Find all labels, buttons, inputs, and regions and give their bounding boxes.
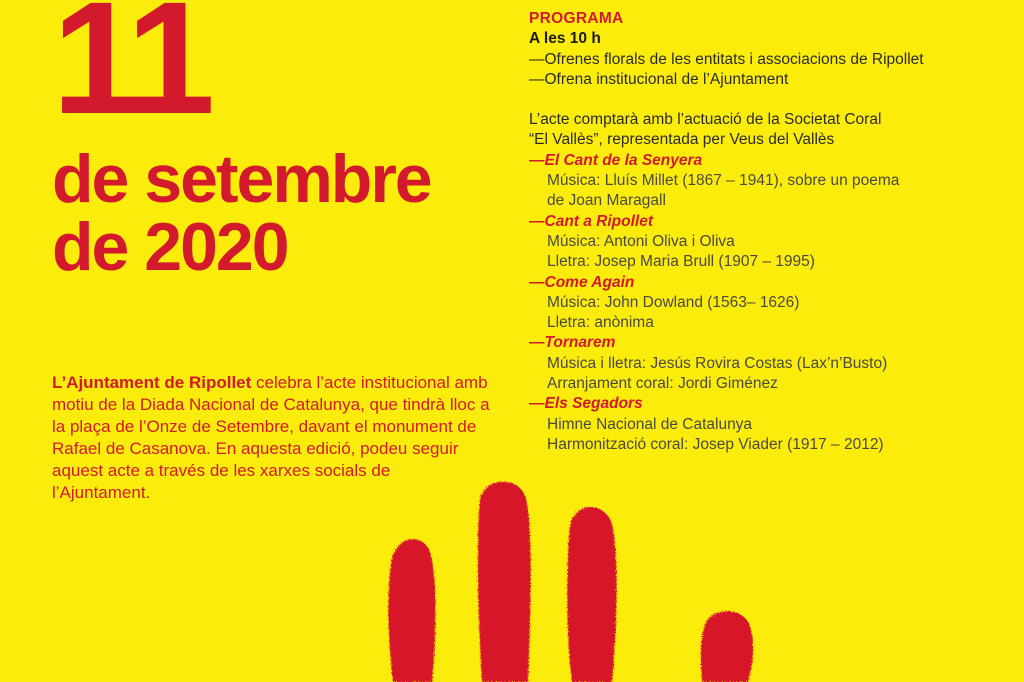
organizer-name: L’Ajuntament de Ripollet <box>52 373 252 392</box>
intro-paragraph <box>52 372 492 504</box>
song-detail: Lletra: Josep Maria Brull (1907 – 1995) <box>547 253 815 271</box>
song-detail: Himne Nacional de Catalunya <box>547 415 753 433</box>
song-title: —Cant a Ripollet <box>529 212 654 230</box>
song-detail: Música i lletra: Jesús Rovira Costas (Lax’n’Busto) <box>547 354 888 372</box>
finger-stroke <box>567 507 616 682</box>
program-heading: PROGRAMA <box>529 10 624 27</box>
finger-stroke <box>478 482 531 682</box>
song-title: —Tornarem <box>529 334 616 352</box>
choir-intro-line: “El Vallès”, representada per Veus del Vallès <box>529 131 835 149</box>
event-year: de 2020 <box>52 209 288 285</box>
finger-stroke <box>388 539 435 682</box>
finger-stroke <box>701 611 753 682</box>
song-detail: Música: John Dowland (1563– 1626) <box>547 293 800 311</box>
song-title: —El Cant de la Senyera <box>529 151 703 169</box>
program-item: —Ofrena institucional de l’Ajuntament <box>529 70 789 88</box>
song-detail: Arranjament coral: Jordi Giménez <box>547 375 778 393</box>
program-section <box>529 9 1009 455</box>
song-detail: Música: Lluís Millet (1867 – 1941), sobre un poema <box>547 172 900 190</box>
intro-text: celebra l’acte institucional amb motiu de la Diada Nacional de Catalunya, que tindrà lloc a la plaça de l’Onze de Setembre, davant el monument de Rafael de Casanova. En aquesta edició, podeu seguir aquest acte a través de les xarxes socials de l’Ajuntament. <box>52 373 490 502</box>
song-title: —Els Segadors <box>529 395 643 413</box>
song-detail: Música: Antoni Oliva i Oliva <box>547 232 735 250</box>
song-detail: Lletra: anònima <box>547 314 654 332</box>
program-item: —Ofrenes florals de les entitats i associacions de Ripollet <box>529 50 924 68</box>
program-time: A les 10 h <box>529 30 601 48</box>
song-detail: de Joan Maragall <box>547 192 666 210</box>
song-detail: Harmonització coral: Josep Viader (1917 – 2012) <box>547 435 884 453</box>
event-month: de setembre <box>52 141 431 217</box>
song-title: —Come Again <box>529 273 635 291</box>
event-day: 11 <box>52 0 210 147</box>
choir-intro-line: L’acte comptarà amb l’actuació de la Societat Coral <box>529 111 882 129</box>
